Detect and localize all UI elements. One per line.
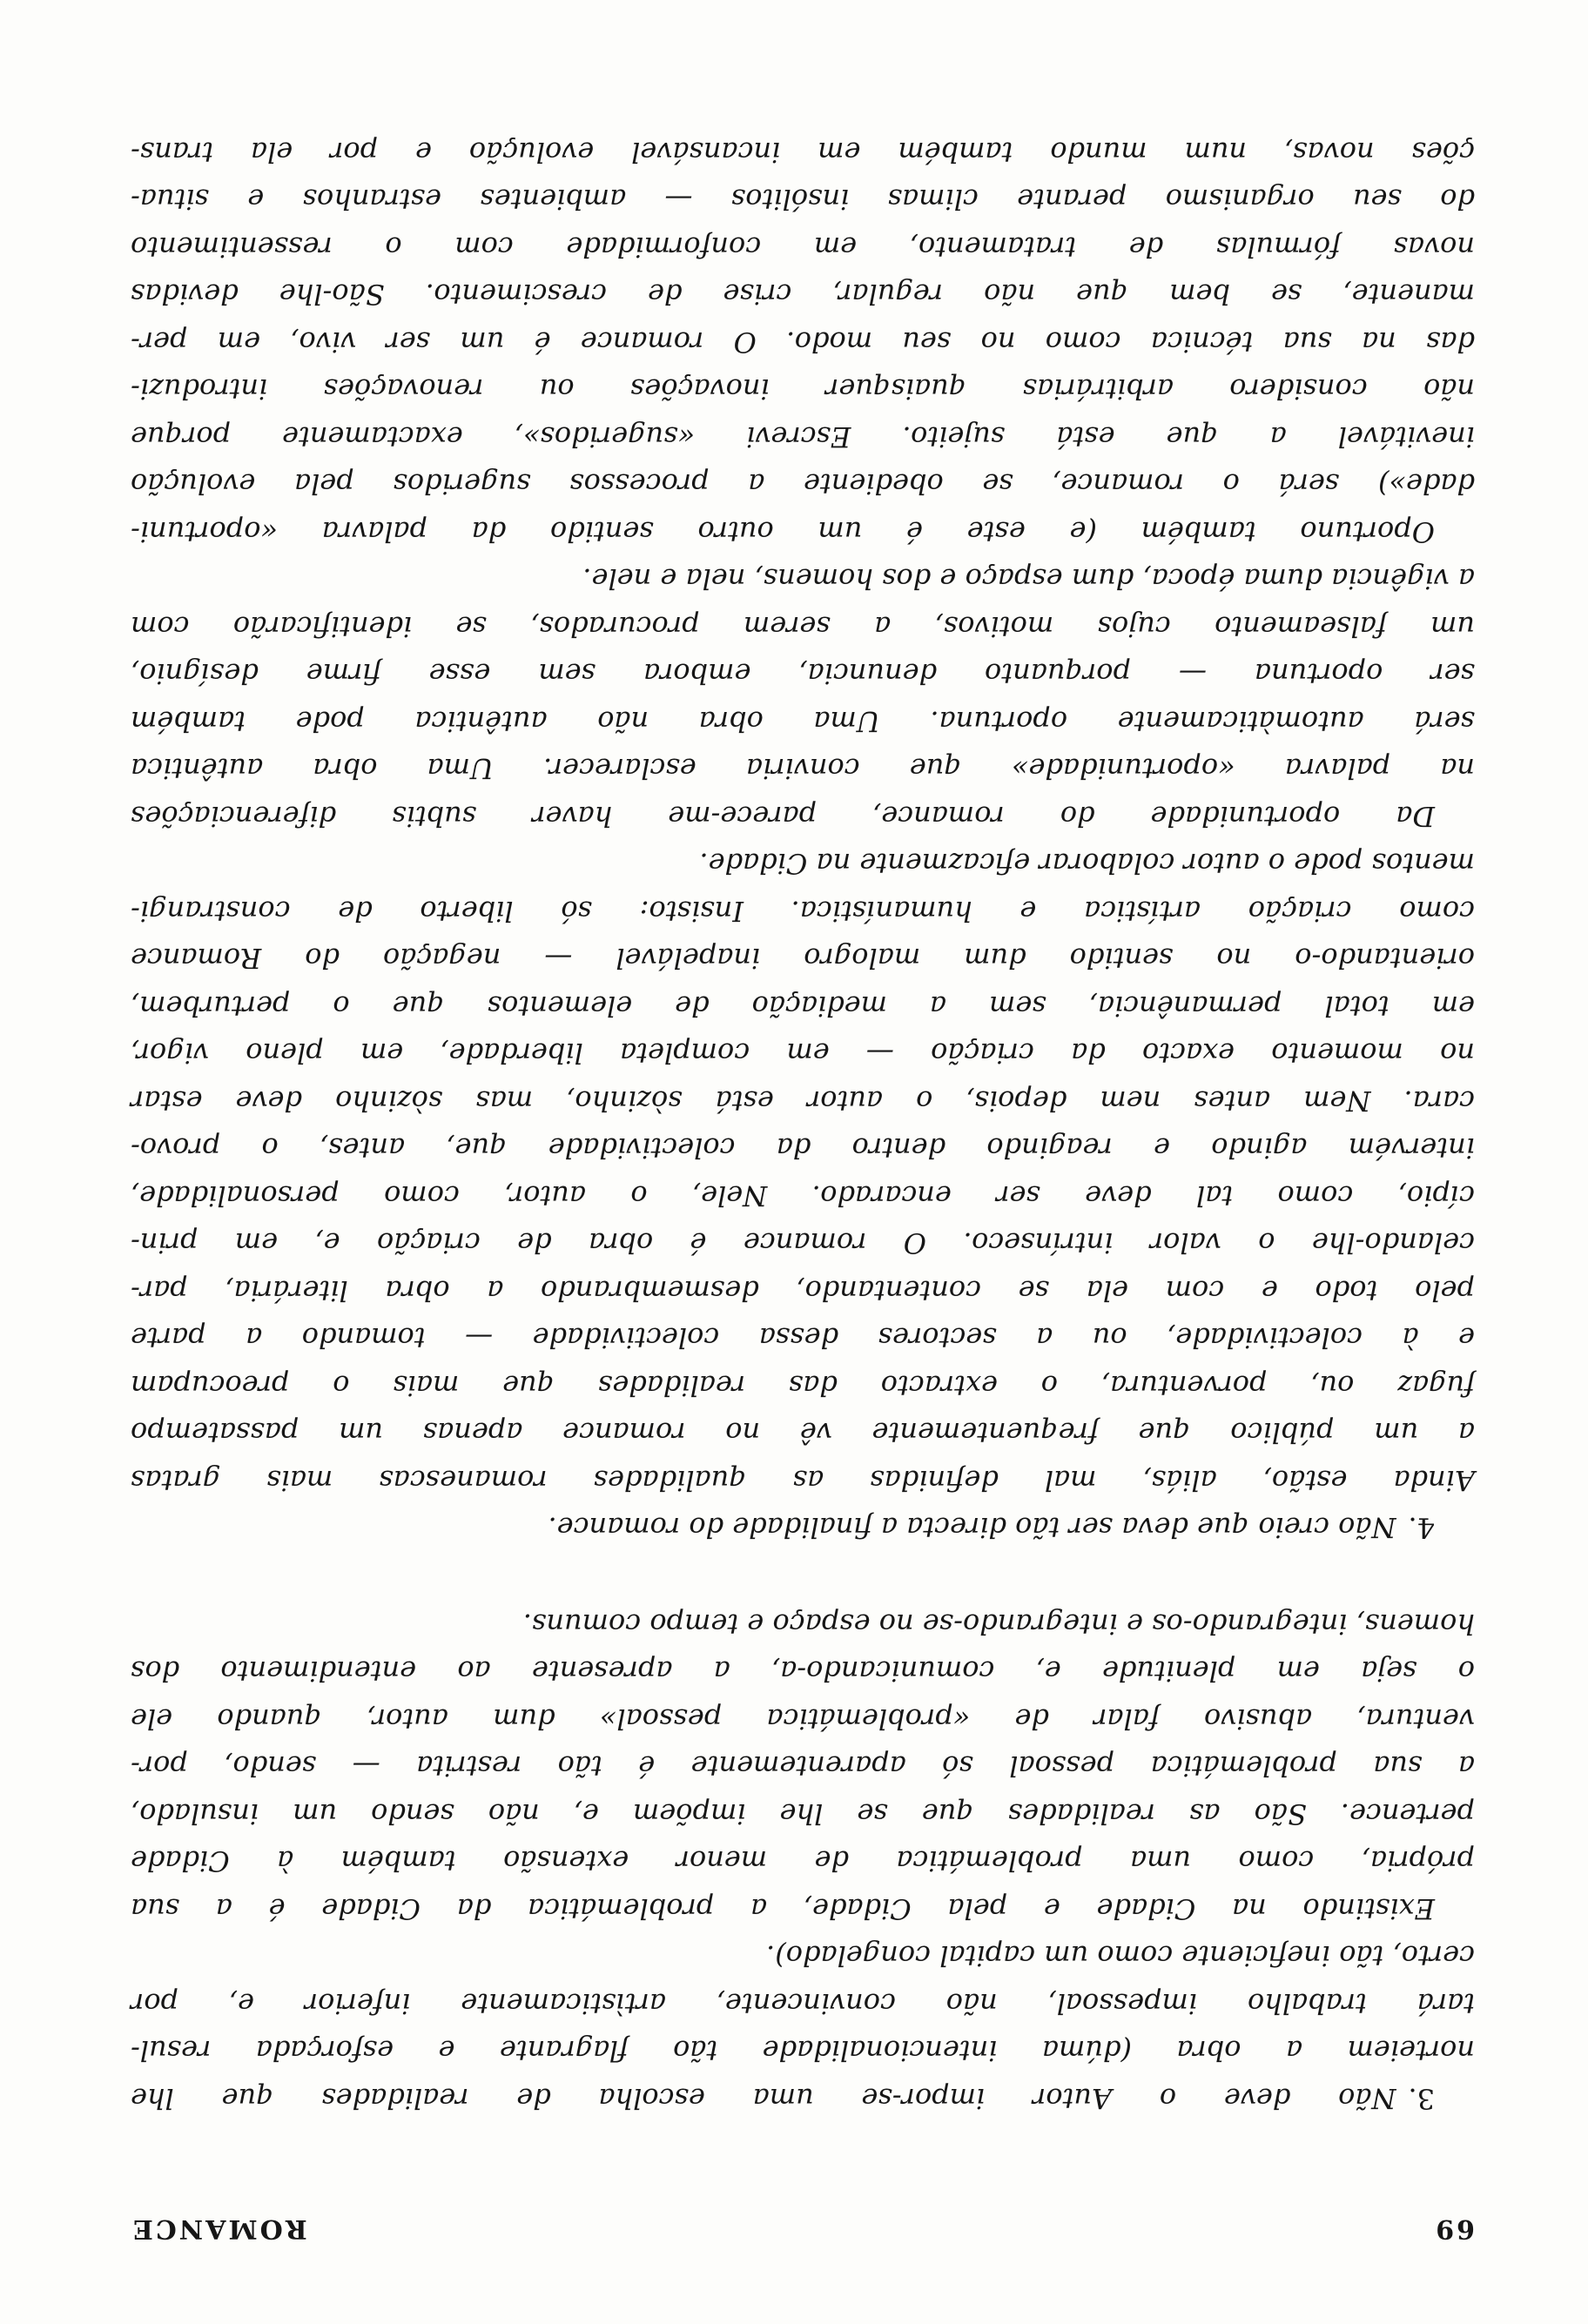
text-line: a vigência duma época, dum espaço e dos homens, nela e nele. [582,562,1475,596]
text-line: novas fórmulas de tratamento, em conformidade com o ressentimento [131,231,1475,264]
text-line: o seja em plenitude e, comunicando-a, a apresente ao entendimento dos [131,1655,1475,1689]
text-line: a sua problemática pessoal só aparentemente é tão restrita — sendo, por- [131,1750,1475,1783]
text-line: Oportuno também (e este é um outro sentido da palavra «oportuni- [131,515,1435,548]
text-line: e à colectividade, ou a sectores dessa colectividade — tomando a parte [131,1321,1475,1355]
text-line: Ainda estão, aliás, mal definidas as qualidades romanescas mais gratas [131,1464,1475,1497]
text-line: como criação artística e humanística. Insisto: só liberto de constrangi- [131,895,1475,928]
text-line: a um público que frequentemente vê no romance apenas um passatempo [131,1416,1475,1450]
text-line [131,1504,1475,1552]
text-line-content: Não creio que deva ser tão directa a finalidade do romance. [548,1511,1396,1545]
text-line: não considero arbitrárias quaisquer inovações ou renovações introduzi- [131,373,1475,406]
text-line: cípio, como tal deve ser encarado. Nele, o autor, como personalidade, [131,1179,1475,1212]
text-line: certo, tão ineficiente como um capital congelado). [766,1939,1475,1973]
text-line: ventura, abusivo falar de «problemática pessoal» dum autor, quando ele [131,1703,1475,1736]
text-line: inevitável a que está sujeito. Escrevi «sugeridos», exactamente porque [131,420,1475,453]
page-header [131,2213,1475,2244]
text-line-content: Não deve o Autor impor-se uma escolha de realidades que lhe [131,2082,1396,2115]
text-line: em total permanência, sem a mediação de elementos que o perturbem, [131,990,1475,1023]
text-line [131,2075,1475,2123]
text-line: celando-lhe o valor intrínseco. O romance é obra de criação e, em prin- [131,1226,1475,1260]
text-line: manente, se bem que não regular, crise de crescimento. São-lhe devidas [131,278,1475,312]
section-number: 3. [1408,2082,1435,2115]
text-line: pertence. São as realidades que se lhe impõem e, não sendo um insulado, [131,1797,1475,1830]
text-line: Existindo na Cidade e pela Cidade, a problemática da Cidade é a sua [131,1892,1435,1925]
text-line: ções novas, num mundo também em incansável evolução e por ela trans- [131,136,1475,169]
text-line: homens, integrando-os e integrando-se no espaço e tempo comuns. [522,1608,1475,1641]
section-gap [131,1552,1475,1601]
text-line: na palavra «oportunidade» que conviria esclarecer. Uma obra autêntica [131,752,1475,786]
text-line: das na sua técnica como no seu modo. O romance é um ser vivo, em per- [131,326,1475,359]
text-line: tará trabalho impessoal, não convincente, artìsticamente inferior e, por [131,1987,1475,2020]
text-line: do seu organismo perante climas insólitos — ambientes estranhos e situa- [131,183,1475,217]
section-number: 4. [1408,1511,1435,1545]
text-line: no momento exacto da criação — em completa liberdade, em pleno vigor, [131,1037,1475,1071]
text-line: intervém agindo e reagindo dentro da colectividade que, antes, o provo- [131,1132,1475,1165]
page-number: 69 [1433,2213,1475,2244]
text-line: própria, como uma problemática de menor extensão também à Cidade [131,1844,1475,1878]
text-line: norteiem a obra (dúma intencionalidade tão flagrante e esforçada resul- [131,2034,1475,2068]
text-line: fugaz ou, porventura, o extracto das realidades que mais o preocupam [131,1369,1475,1402]
text-line: um falseamento cujos motivos, a serem procurados, se identificarão com [131,610,1475,643]
text-line: será automàticamente oportuna. Uma obra não autêntica pode também [131,705,1475,738]
running-head: ROMANCE [131,2213,307,2244]
text-line: orientando-o no sentido dum malogro inapelável — negação do Romance [131,942,1475,976]
text-line: mentos pode o autor colaborar eficazmente na Cidade. [699,847,1475,881]
text-line: Da oportunidade do romance, parece-me haver subtis diferenciações [131,800,1435,833]
text-line: pelo todo e com ela se contentando, desmembrando a obra literária, par- [131,1274,1475,1307]
text-line: ser oportuna — porquanto denuncia, embora sem esse firme desígnio, [131,657,1475,691]
page-body [131,129,1475,2123]
text-line: dade») será o romance, se obediente a processos sugeridos pela evolução [131,467,1475,501]
text-line: cara. Nem antes nem depois, o autor está sòzinho, mas sòzinho deve estar [131,1085,1475,1118]
